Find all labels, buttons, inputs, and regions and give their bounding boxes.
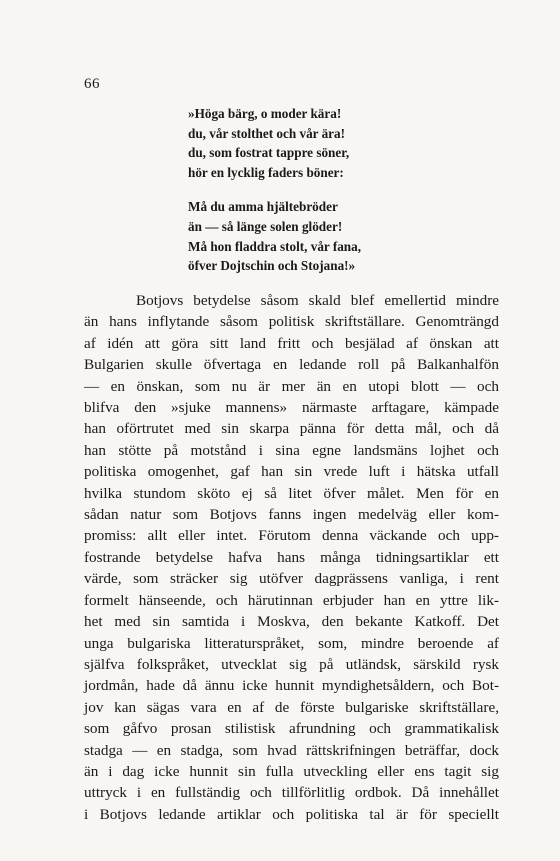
poem-line: Må du amma hjältebröder	[188, 199, 338, 215]
poem-line: öfver Dojtschin och Stojana!»	[188, 258, 356, 274]
prose-line: själfva folkspråket, utvecklat sig på utländsk, särskild rysk	[84, 655, 499, 673]
prose-line: blifva den »sjuke mannens» närmaste arftagare, kämpade	[84, 399, 499, 417]
poem-line: än — så länge solen glöder!	[188, 218, 343, 234]
prose-line: fostrande betydelse hafva hans många tidningsartiklar ett	[84, 548, 499, 566]
prose-line: af idén att göra sitt land fritt och besjälad af önskan att	[84, 334, 499, 352]
prose-line: uttryck i en fullständig och tillförlitlig ordbok. Då innehållet	[84, 784, 499, 802]
poem-stanza	[188, 197, 361, 275]
prose-line: hvilka stundom sköto ej så litet öfver målet. Men för en	[84, 484, 499, 502]
poem	[188, 104, 361, 276]
prose-line: än i dag icke hunnit sin fulla utveckling eller ens tagit sig	[84, 762, 499, 780]
prose-line: jov kan sägas vara en af de förste bulgariske skriftställare,	[84, 698, 499, 716]
prose-line: i Botjovs ledande artiklar och politiska tal är för speciellt	[84, 805, 499, 823]
poem-stanza	[188, 104, 361, 182]
prose-line: formelt hänseende, och härutinnan erbjuder han en yttre lik-	[84, 591, 499, 609]
prose-line: värde, som sträcker sig utöfver dagprässens vanliga, i rent	[84, 570, 499, 588]
page-number: 66	[84, 76, 100, 92]
prose-line: — en önskan, som nu är mer än en utopi blott — och	[84, 377, 499, 395]
prose-line: unga bulgariska litteraturspråket, som, mindre beroende af	[84, 634, 499, 652]
prose-line: som gåfvo prosan stilistisk afrundning och grammatikalisk	[84, 720, 499, 738]
poem-line: Må hon fladdra stolt, vår fana,	[188, 238, 362, 254]
prose-line: än hans inflytande såsom politisk skriftställare. Genomträngd	[84, 313, 499, 331]
prose-line: sådan natur som Botjovs fanns ingen medelväg eller kom-	[84, 506, 499, 524]
poem-line: du, som fostrat tappre söner,	[188, 145, 350, 161]
prose-line: promiss: allt eller intet. Förutom denna väckande och upp-	[84, 527, 499, 545]
prose-line: Botjovs betydelse såsom skald blef emellertid mindre	[136, 292, 499, 309]
prose-line: stadga — en stadga, som hvad rättskrifningen beträffar, dock	[84, 741, 499, 759]
prose-line: het med sin samtida i Moskva, den bekante Katkoff. Det	[84, 613, 499, 631]
prose-paragraph	[84, 290, 499, 825]
poem-line: »Höga bärg, o moder kära!	[188, 106, 342, 121]
prose-line: Bulgarien skulle öfvertaga en ledande roll på Balkanhalfön	[84, 356, 499, 374]
prose-line: han stötte på motstånd i sina egne landsmäns lojhet och	[84, 441, 499, 459]
prose-line: politiska omogenhet, gaf han sin vrede luft i hätska utfall	[84, 463, 499, 481]
prose-line: jordmån, hade då ännu icke hunnit myndighetsåldern, och Bot-	[84, 677, 499, 695]
poem-line: hör en lycklig faders böner:	[188, 164, 344, 180]
poem-line: du, vår stolthet och vår ära!	[188, 125, 346, 141]
prose-line: han oförtrutet med sin skarpa pänna för detta mål, och då	[84, 420, 499, 438]
